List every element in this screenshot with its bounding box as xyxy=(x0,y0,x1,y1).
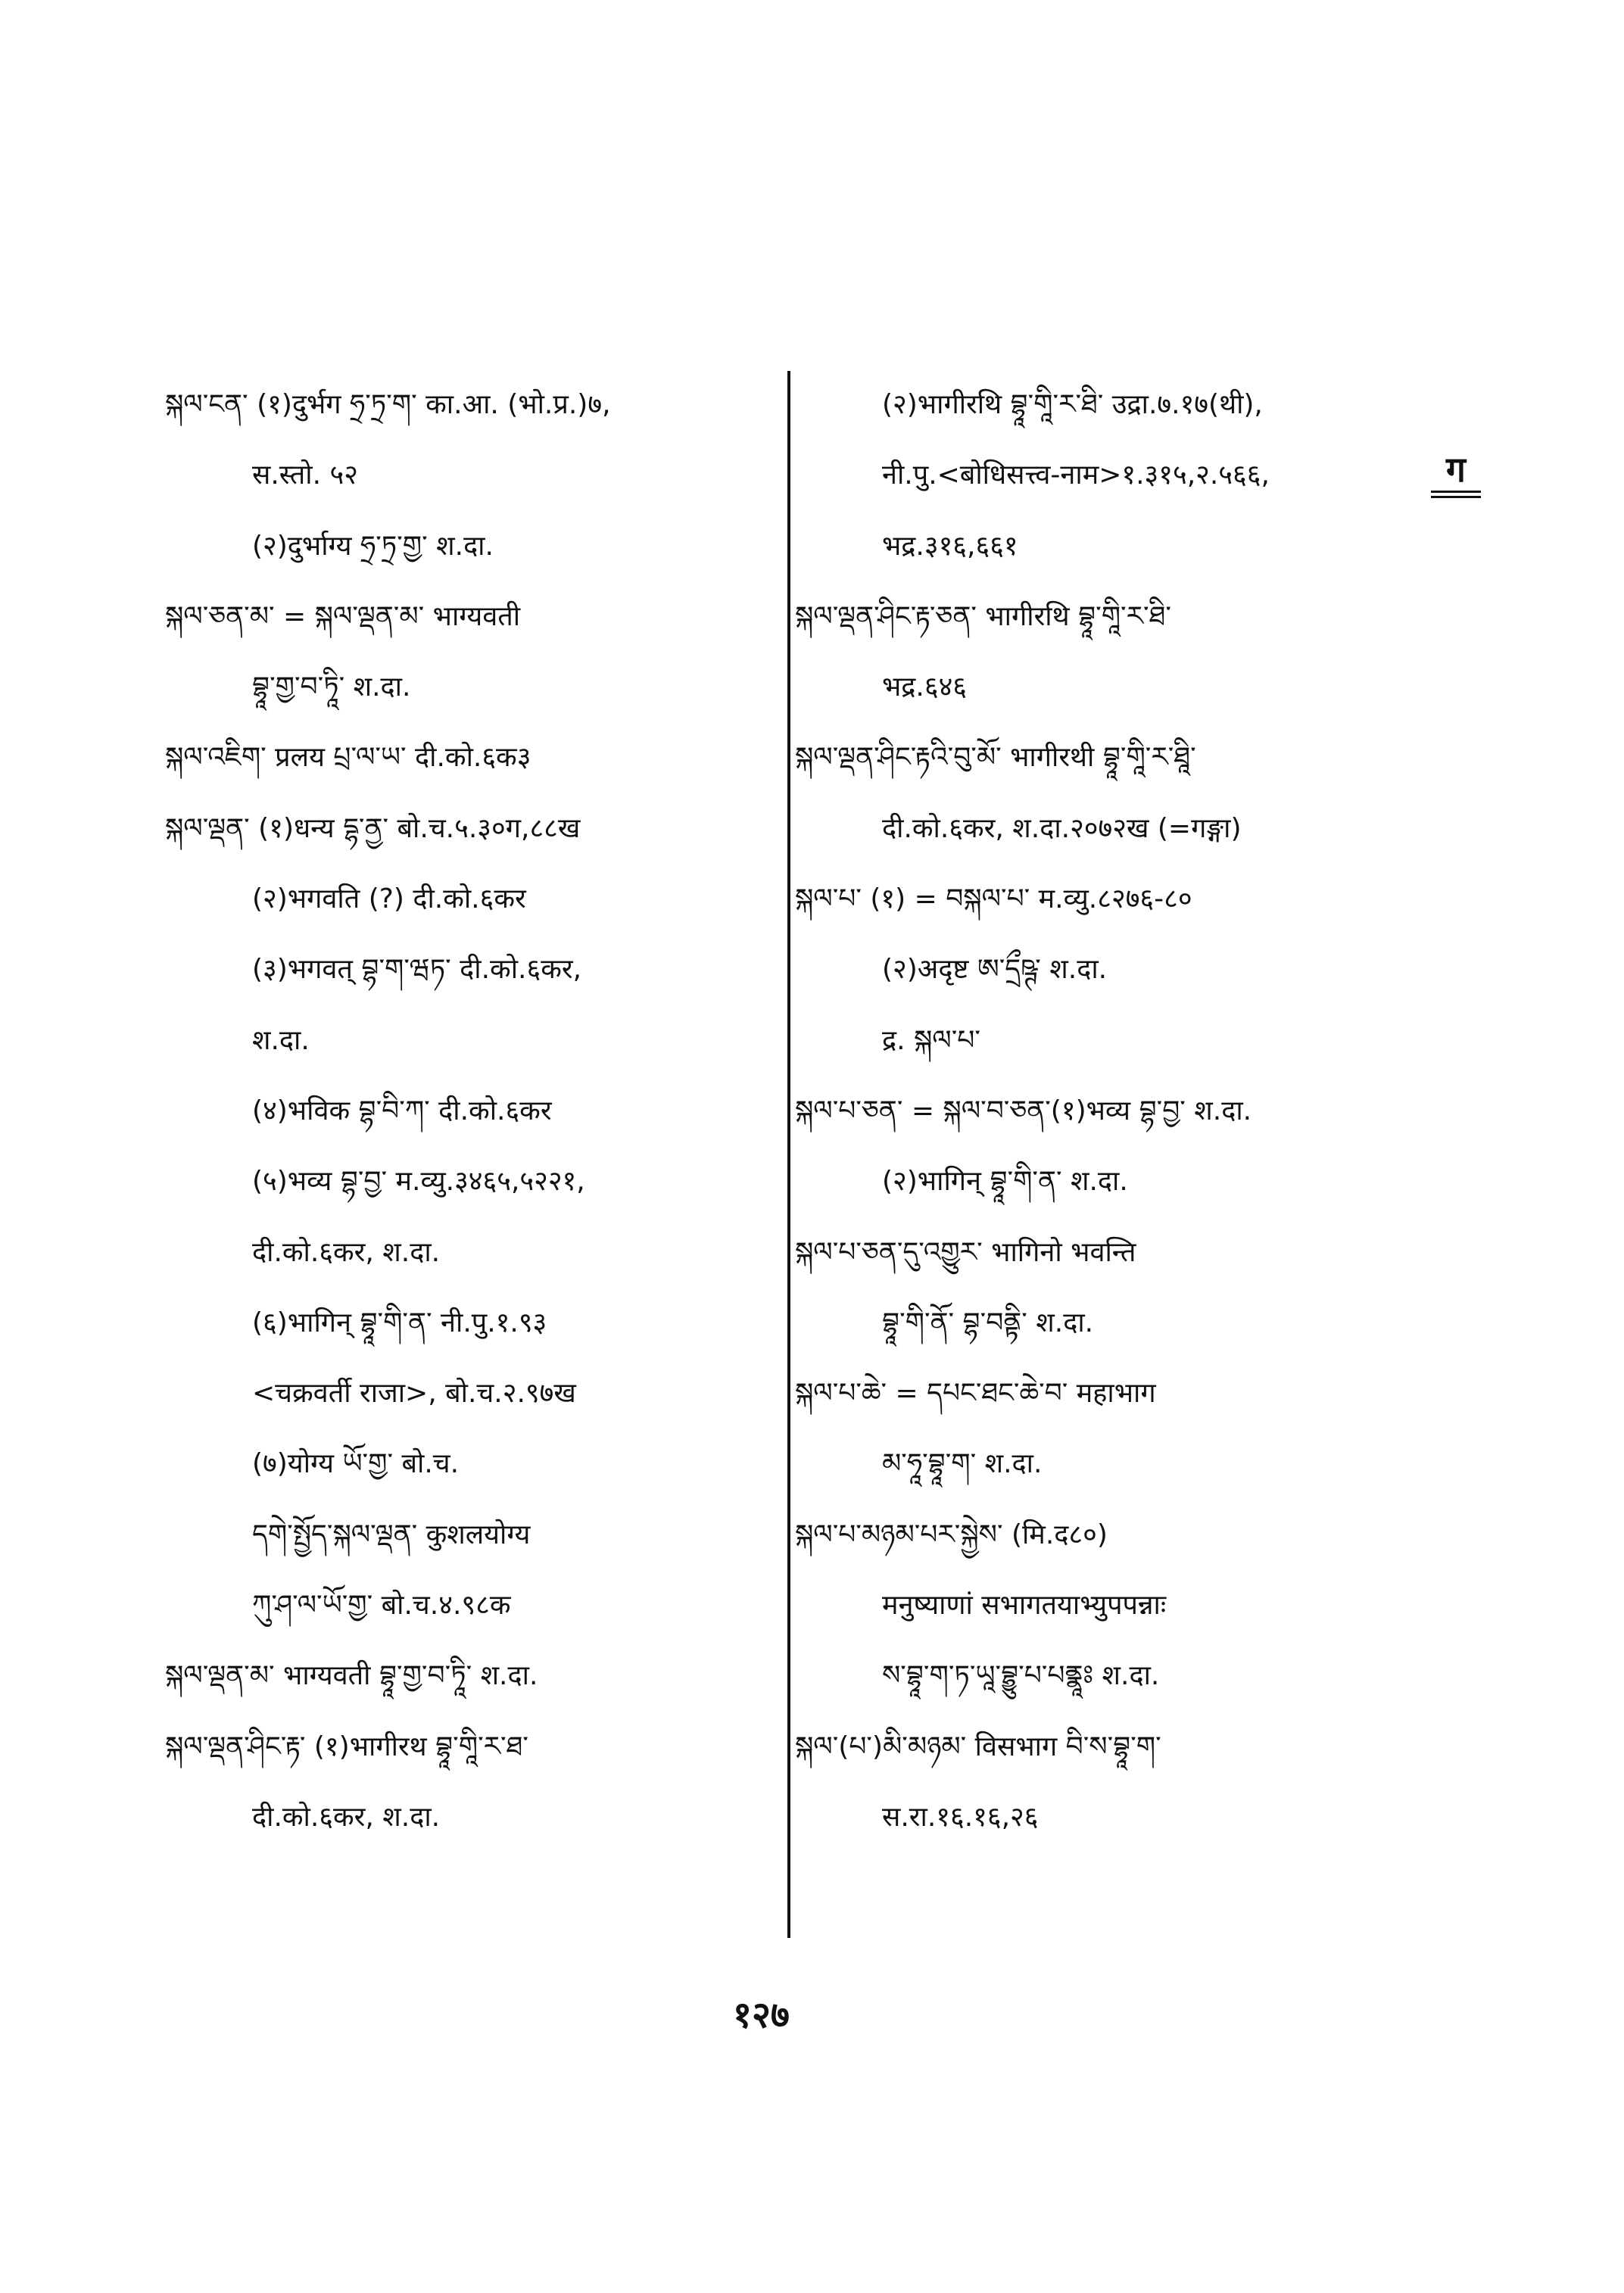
entry-continuation-line: भद्र.३१६,६६१ xyxy=(882,530,1018,562)
entry-continuation-line: (२)भागीरथि བྷཱ་གཱི་ར་ཐི་ उद्रा.७.१७(थी), xyxy=(882,389,1263,420)
entry-headword-line: སྐལ་(པ་)མི་མཉམ་ विसभाग བི་ས་བྷཱ་ག་ xyxy=(795,1731,1161,1762)
right-column xyxy=(795,369,1431,1852)
entry-continuation-line: स.स्तो. ५२ xyxy=(252,460,358,491)
entry-continuation-line: དགེ་སྤྱོད་སྐལ་ལྡན་ कुशलयोग्य xyxy=(252,1519,531,1550)
entry-headword-line: སྐལ་འཇིག་ प्रलय པྲ་ལ་ཡ་ दी.को.६क३ xyxy=(165,742,531,774)
entry-continuation-line: (५)भव्य བྷ་བྱ་ म.व्यु.३४६५,५२२१, xyxy=(252,1166,585,1198)
entry-continuation-line: दी.को.६कर, श.दा. xyxy=(252,1801,441,1833)
entry-continuation-line: (६)भागिन् བྷཱ་གི་ན་ नी.पु.१.९३ xyxy=(252,1307,547,1338)
entry-headword-line: སྐལ་པ་ཆེ་ = དཔང་ཐང་ཆེ་བ་ महाभाग xyxy=(795,1378,1156,1410)
entry-continuation-line: མ་ཧཱ་བྷཱ་ག་ श.दा. xyxy=(882,1448,1043,1480)
entry-headword-line: སྐལ་པ་མཉམ་པར་སྐྱེས་ (मि.द८०) xyxy=(795,1519,1108,1550)
entry-continuation-line: भद्र.६४६ xyxy=(882,671,968,703)
page-number: १२७ xyxy=(733,1994,790,2036)
entry-continuation-line: द्र. སྐལ་པ་ xyxy=(882,1024,980,1056)
entry-continuation-line: (२)दुर्भाग्य ཧྲ་ཏྲ་གྱ་ श.दा. xyxy=(252,530,494,562)
entry-continuation-line: <चक्रवर्ती राजा>, बो.च.२.९७ख xyxy=(252,1378,576,1410)
entry-continuation-line: दी.को.६कर, श.दा.२०७२ख (=गङ्गा) xyxy=(882,812,1242,844)
entry-continuation-line: (४)भविक བྷ་བི་ཀ་ दी.को.६कर xyxy=(252,1095,552,1126)
entry-headword-line: སྐལ་ལྡན་མ་ भाग्यवती བྷཱ་གྱ་བ་ཏཱི་ श.दा. xyxy=(165,1660,538,1692)
entry-continuation-line: (७)योग्य ཡོ་གྱ་ बो.च. xyxy=(252,1448,460,1480)
entry-continuation-line: བྷཱ་གྱ་བ་ཏཱི་ श.दा. xyxy=(252,671,411,703)
section-marker-letter: ग xyxy=(1446,449,1466,490)
entry-continuation-line: (३)भगवत् བྷ་ག་ཝཏ་ दी.को.६कर, xyxy=(252,954,582,986)
entry-continuation-line: श.दा. xyxy=(252,1024,310,1056)
column-divider xyxy=(787,371,790,1938)
entry-continuation-line: ཀུ་ཤ་ལ་ཡོ་གྱ་ बो.च.४.९८क xyxy=(252,1590,511,1622)
entry-headword-line: སྐལ་ཅན་མ་ = སྐལ་ལྡན་མ་ भाग्यवती xyxy=(165,600,521,632)
entry-headword-line: སྐལ་པ་ (१) = བསྐལ་པ་ म.व्यु.८२७६-८० xyxy=(795,883,1192,915)
entry-headword-line: སྐལ་པ་ཅན་དུ་འགྱུར་ भागिनो भवन्ति xyxy=(795,1236,1136,1268)
entry-headword-line: སྐལ་ངན་ (१)दुर्भग ཧྲ་ཏྲ་ག་ का.आ. (भो.प्र.)७, xyxy=(165,389,611,420)
entry-headword-line: སྐལ་ལྡན་ (१)धन्य དྷ་ནྱ་ बो.च.५.३०ग,८८ख xyxy=(165,812,581,844)
entry-continuation-line: दी.को.६कर, श.दा. xyxy=(252,1236,441,1268)
section-marker-rule xyxy=(1431,491,1481,493)
entry-continuation-line: ས་བྷཱ་ག་ཏ་ཡཱ་བྷྱུ་པ་པནྣཱཿ श.दा. xyxy=(882,1660,1160,1692)
section-marker xyxy=(1431,451,1481,504)
entry-headword-line: སྐལ་ལྡན་ཤིང་རྟ་ཅན་ भागीरथि བྷཱ་གཱི་ར་ཐི་ xyxy=(795,600,1171,632)
entry-continuation-line: (२)भागिन् བྷཱ་གི་ན་ श.दा. xyxy=(882,1166,1128,1198)
entry-continuation-line: नी.पु.<बोधिसत्त्व-नाम>१.३१५,२.५६६, xyxy=(882,460,1270,491)
left-column xyxy=(165,369,782,1852)
entry-headword-line: སྐལ་ལྡན་ཤིང་རྟའི་བུ་མོ་ भागीरथी བྷཱ་གཱི་ར་ཐཱི་ xyxy=(795,742,1196,774)
entry-continuation-line: (२)अदृष्ट ཨ་དྲྀཥྚ་ श.दा. xyxy=(882,954,1108,986)
entry-continuation-line: स.रा.१६.१६,२६ xyxy=(882,1801,1039,1833)
entry-continuation-line: བྷཱ་གི་ནོ་ བྷ་བནྟི་ श.दा. xyxy=(882,1307,1094,1338)
entry-headword-line: སྐལ་ལྡན་ཤིང་རྟ་ (१)भागीरथ བྷཱ་གཱི་ར་ཐ་ xyxy=(165,1731,528,1762)
section-marker-rule xyxy=(1431,496,1481,498)
entry-continuation-line: (२)भगवति (?) दी.को.६कर xyxy=(252,883,526,915)
entry-headword-line: སྐལ་པ་ཅན་ = སྐལ་བ་ཅན་(१)भव्य བྷ་བྱ་ श.दा. xyxy=(795,1095,1252,1126)
entry-continuation-line: मनुष्याणां सभागतयाभ्युपपन्नाः xyxy=(882,1590,1167,1622)
